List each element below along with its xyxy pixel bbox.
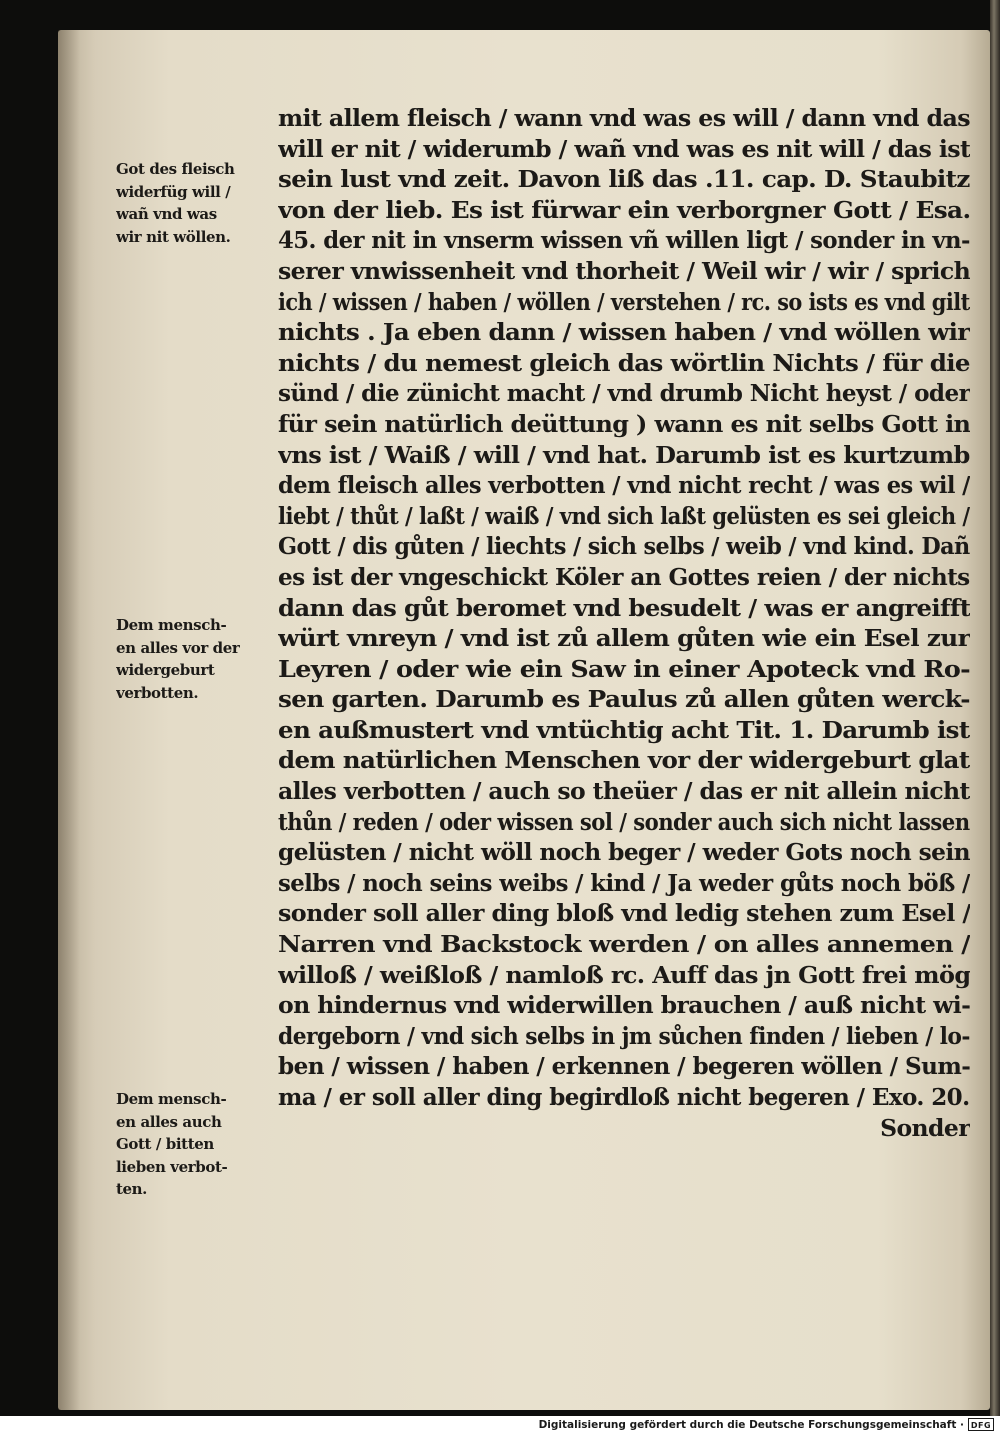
marginal-line: wir nit wöllen.: [116, 227, 231, 246]
text-line: alles verbotten / auch so theüer / das er nit allein nicht: [278, 777, 970, 806]
text-line: Leyren / oder wie ein Saw in einer Apoteck vnd Ro-: [278, 654, 970, 683]
text-line: sonder soll aller ding bloß vnd ledig stehen zum Esel /: [278, 899, 970, 928]
marginal-line: Dem mensch-: [116, 616, 227, 634]
text-line: von der lieb. Es ist fürwar ein verborgner Gott / Esa.: [278, 195, 970, 224]
marginal-line: ten.: [116, 1180, 148, 1198]
text-line: nichts . Ja eben dann / wissen haben / vnd wöllen wir: [278, 318, 970, 347]
text-line: dann das gůt beromet vnd besudelt / was er angreifft: [278, 593, 970, 622]
marginal-line: widergeburt: [116, 661, 215, 679]
funding-credit: Digitalisierung gefördert durch die Deutsche Forschungsgemeinschaft ·: [538, 1419, 964, 1431]
book-edge: [990, 0, 1000, 1416]
marginal-note: [116, 1088, 276, 1201]
marginal-line: verbotten.: [116, 683, 199, 702]
text-line: vns ist / Waiß / will / vnd hat. Darumb ist es kurtzumb: [278, 440, 970, 469]
marginal-note: [116, 614, 276, 704]
main-text-block: [278, 103, 970, 1143]
footer-bar: [0, 1416, 1000, 1434]
text-line: willoß / weißloß / namloß rc. Auff das jn Gott frei mög: [278, 960, 970, 989]
text-line: dem natürlichen Menschen vor der widergeburt glat: [278, 746, 970, 775]
text-line: Narren vnd Backstock werden / on alles annemen /: [278, 930, 970, 959]
text-line: sünd / die zünicht macht / vnd drumb Nicht heyst / oder: [278, 379, 970, 408]
dfg-logo: DFG: [968, 1418, 994, 1431]
marginal-line: Gott / bitten: [116, 1135, 214, 1153]
marginal-line: widerfüg will /: [116, 182, 231, 201]
marginal-line: en alles auch: [116, 1112, 222, 1131]
text-line: on hindernus vnd widerwillen brauchen / auß nicht wi-: [278, 991, 970, 1020]
marginal-note: [116, 158, 276, 248]
text-line: Gott / dis gůten / liechts / sich selbs / weib / vnd kind. Dañ: [278, 532, 970, 561]
text-line: ben / wissen / haben / erkennen / begeren wöllen / Sum-: [278, 1052, 970, 1081]
marginal-line: lieben verbot-: [116, 1157, 228, 1176]
text-line: sen garten. Darumb es Paulus zů allen gůten werck-: [278, 685, 970, 714]
text-line: ich / wissen / haben / wöllen / verstehen / rc. so ists es vnd gilt: [278, 287, 970, 316]
text-line: thůn / reden / oder wissen sol / sonder auch sich nicht lassen: [278, 807, 970, 836]
text-line: sein lust vnd zeit. Davon liß das .11. cap. D. Staubitz: [278, 165, 970, 194]
text-line: für sein natürlich deüttung ) wann es nit selbs Gott in: [278, 409, 970, 438]
text-line: es ist der vngeschickt Köler an Gottes reien / der nichts: [278, 562, 970, 591]
text-line: ma / er soll aller ding begirdloß nicht begeren / Exo. 20.: [278, 1083, 970, 1111]
marginal-line: en alles vor der: [116, 638, 240, 657]
catchword: Sonder: [880, 1113, 970, 1142]
text-line: dem fleisch alles verbotten / vnd nicht recht / was es wil /: [278, 471, 970, 500]
text-line: dergeborn / vnd sich selbs in jm sůchen finden / lieben / lo-: [278, 1021, 970, 1050]
text-line: selbs / noch seins weibs / kind / Ja weder gůts noch böß /: [278, 868, 970, 897]
marginal-line: Dem mensch-: [116, 1090, 227, 1108]
text-line: liebt / thůt / laßt / waiß / vnd sich laßt gelüsten es sei gleich /: [278, 501, 970, 530]
text-line: mit allem fleisch / wann vnd was es will / dann vnd das: [278, 104, 970, 132]
text-line: würt vnreyn / vnd ist zů allem gůten wie ein Esel zur: [278, 624, 970, 653]
text-line: en außmustert vnd vntüchtig acht Tit. 1. Darumb ist: [278, 715, 970, 744]
text-line: nichts / du nemest gleich das wörtlin Nichts / für die: [278, 348, 970, 377]
text-line: 45. der nit in vnserm wissen vñ willen ligt / sonder in vn-: [278, 226, 970, 255]
marginal-line: wañ vnd was: [116, 205, 217, 223]
text-line: serer vnwissenheit vnd thorheit / Weil wir / wir / sprich: [278, 256, 970, 285]
text-line: will er nit / widerumb / wañ vnd was es nit will / das ist: [278, 134, 970, 163]
marginal-line: Got des fleisch: [116, 160, 235, 178]
text-line: gelüsten / nicht wöll noch beger / weder Gots noch sein: [278, 838, 970, 867]
